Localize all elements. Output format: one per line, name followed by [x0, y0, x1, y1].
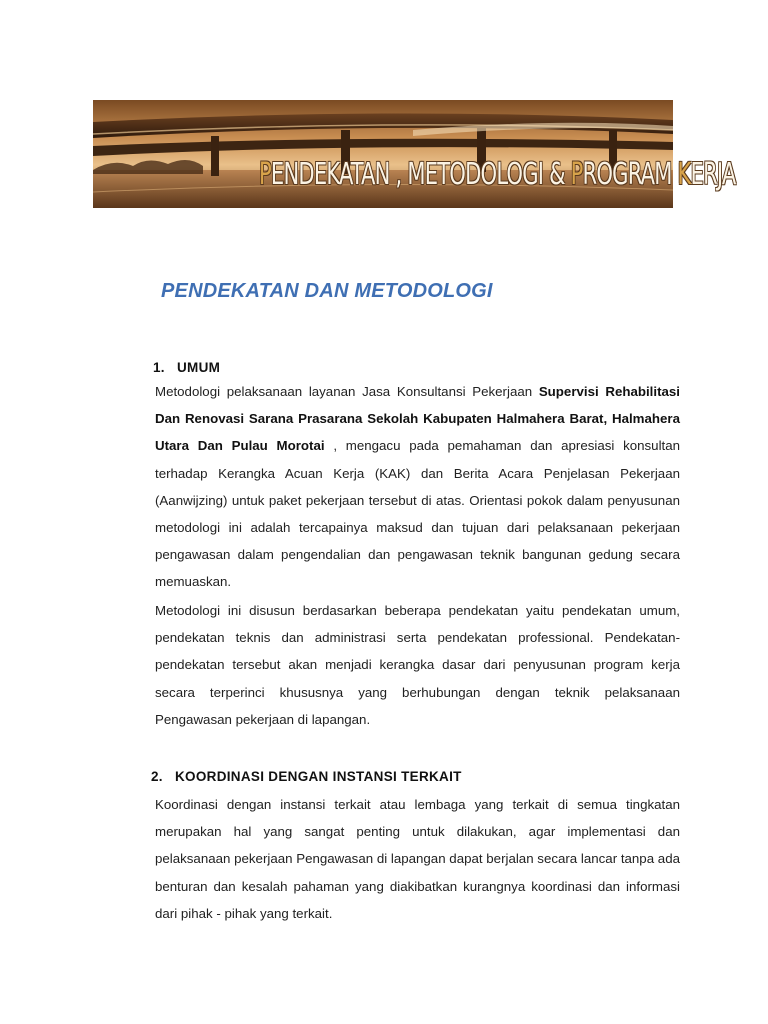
- paragraph-umum-2: Metodologi ini disusun berdasarkan beberapa pendekatan yaitu pendekatan umum, pendekatan teknis dan administrasi serta pendekatan professional. Pendekatan-pendekatan tersebut akan menjadi kerangka dasar dari penyusunan program kerja secara terperinci khususnya yang berhubungan dengan teknik pelaksanaan Pengawasan pekerjaan di lapangan.: [155, 603, 680, 727]
- banner-title-part: ETODOLOGI &: [424, 157, 571, 192]
- page-title: PENDEKATAN DAN METODOLOGI: [161, 280, 493, 302]
- section-number: 1.: [153, 360, 165, 375]
- paragraph-text: Metodologi pelaksanaan layanan Jasa Konsultansi Pekerjaan: [155, 384, 539, 399]
- section-number: 2.: [151, 769, 163, 784]
- section-heading-koordinasi: [151, 769, 462, 784]
- banner-title: [259, 157, 736, 192]
- paragraph-text: , mengacu pada pemahaman dan apresiasi konsultan terhadap Kerangka Acuan Kerja (KAK) dan Berita Acara Penjelasan Pekerjaan (Aanwijzing) untuk paket pekerjaan tersebut di atas. Orientasi pokok dalam penyusunan metodologi ini adalah tercapainya maksud dan tujuan dari pelaksanaan pekerjaan pengawasan dalam pengendalian dan pengawasan teknik bangunan gedung secara memuaskan.: [155, 438, 681, 590]
- banner-title-part: P: [259, 157, 271, 192]
- banner-title-part: M: [407, 157, 425, 192]
- paragraph-koordinasi-1: Koordinasi dengan instansi terkait atau lembaga yang terkait di semua tingkatan merupakan hal yang sangat penting untuk dilakukan, agar implementasi dan pelaksanaan pekerjaan Pengawasan di lapangan dapat berjalan secara lancar tanpa ada benturan dan kesalah pahaman yang diakibatkan kurangnya koordinasi dan informasi dari pihak - pihak yang terkait.: [155, 797, 680, 921]
- banner-title-part: ERJA: [690, 157, 736, 192]
- project-name-bold: Supervisi Rehabilitasi Dan Renovasi Sarana Prasarana Sekolah Kabupaten Halmahera Barat, Halmahera Utara Dan Pulau Morotai: [155, 384, 680, 454]
- banner-title-part: ROGRAM: [582, 157, 678, 192]
- section-heading-umum: [153, 360, 220, 375]
- section-title: UMUM: [177, 360, 221, 375]
- paragraph-umum-1: [155, 378, 680, 596]
- section-title: KOORDINASI DENGAN INSTANSI TERKAIT: [175, 769, 462, 784]
- header-banner: [93, 100, 736, 208]
- banner-title-part: K: [677, 157, 691, 192]
- banner-title-part: ENDEKATAN ,: [270, 157, 408, 192]
- banner-title-part: P: [570, 157, 583, 192]
